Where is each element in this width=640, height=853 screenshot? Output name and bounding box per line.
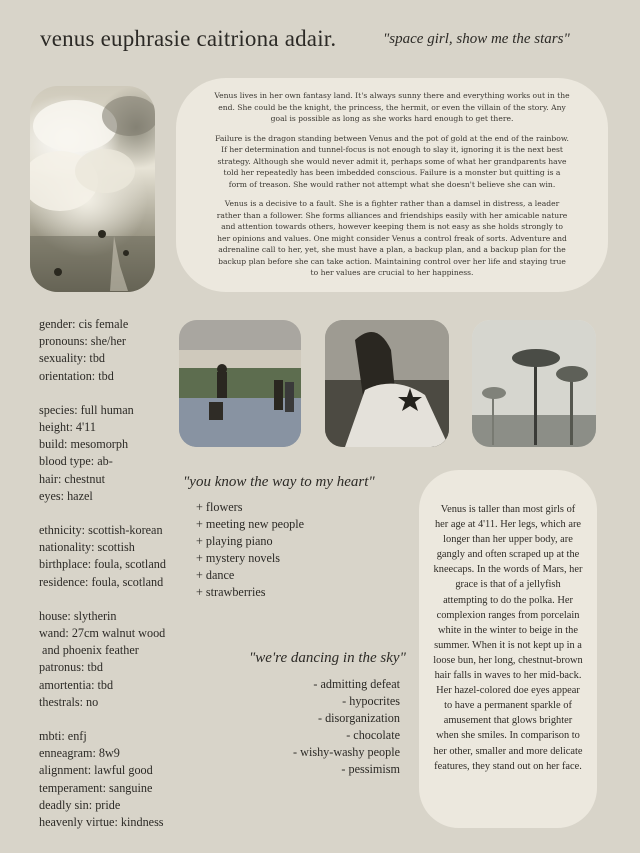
clouds-photo (30, 86, 155, 292)
list-item: - hypocrites (260, 693, 400, 710)
list-item: - pessimism (260, 761, 400, 778)
stat-line: pronouns: she/her (39, 334, 126, 349)
header-quote: "space girl, show me the stars" (383, 31, 570, 47)
stat-line: mbti: enfj (39, 729, 87, 744)
stat-line: eyes: hazel (39, 488, 93, 503)
bio-paragraph: Failure is the dragon standing between Venus and the pot of gold at the end of the rainbow. If her determination and tunnel-focus is not enough to slay it, ignoring it is the next best strategy. Although she would never admit it, perhaps some of what her grandparents have told her repeatedly has been imbedded conscious. Failure is a monster but quitting is a form of treason. She would rather not attempt what she doesn't believe she can win. (215, 133, 569, 189)
list-item: + dance (196, 567, 304, 584)
stat-line: hair: chestnut (39, 471, 105, 486)
stat-line: height: 4'11 (39, 420, 96, 435)
list-item: + mystery novels (196, 550, 304, 567)
dislikes-list (260, 676, 400, 779)
list-item: + meeting new people (196, 516, 304, 533)
stat-line: temperament: sanguine (39, 780, 153, 795)
stat-line: thestrals: no (39, 694, 99, 709)
list-item: + flowers (196, 499, 304, 516)
stat-line: wand: 27cm walnut wood (39, 626, 166, 641)
likes-quote: "you know the way to my heart" (183, 474, 375, 490)
stat-line: species: full human (39, 402, 134, 417)
stat-line: blood type: ab- (39, 454, 113, 469)
appearance-text: Venus is taller than most girls of her age at 4'11. Her legs, which are longer than her upper body, are gangly and often scraped up at the kneecaps. In the words of Mars, her grace is that of a jellyfish attempting to do the polka. Her complexion ranges from porcelain white in the winter to beige in the summer. When it is not kept up in a loose bun, her long, chestnut-brown hair falls in waves to her mid-back. Her hazel-colored doe eyes appear to have a permanent sparkle of amusement that glows brighter when she smiles. In comparison to her other, smaller and more delicate features, they stand out on her face. (433, 504, 583, 772)
bio-paragraph: Venus lives in her own fantasy land. It's always sunny there and everything works out in the end. She could be the knight, the princess, the hermit, or even the villain of the story. Any goal is possible as long as she works hard enough to get there. (214, 91, 570, 123)
stat-line: residence: foula, scotland (39, 574, 164, 589)
stat-line: deadly sin: pride (39, 797, 121, 812)
character-stats (39, 316, 166, 831)
stat-line: gender: cis female (39, 317, 129, 331)
stat-line: birthplace: foula, scotland (39, 557, 166, 572)
list-item: + strawberries (196, 584, 304, 601)
bio-paragraph: Venus is a decisive to a fault. She is a fighter rather than a damsel in distress, a leader rather than a follower. She forms alliances and friendships easily with her amicable nature and attention towards others, however keeping them is not easy as she holds strongly to her opinions and values. One might consider Venus a control freak of sorts. Adventure and adrenaline call to her, yet, she must have a plan, a backup plan, and a backup plan for the backup plan before she can take action. Maintaining control over her life and staying true to her values are crucial to her happiness. (216, 199, 568, 277)
stat-line: sexuality: tbd (39, 351, 106, 366)
stat-line: amortentia: tbd (39, 677, 114, 692)
stat-line: ethnicity: scottish-korean (39, 523, 163, 538)
girl-star-jacket-photo (325, 320, 449, 447)
friends-beach-photo (179, 320, 301, 447)
stat-line: alignment: lawful good (39, 763, 153, 778)
stat-line: house: slytherin (39, 608, 117, 623)
stat-line: heavenly virtue: kindness (39, 815, 164, 830)
list-item: - admitting defeat (260, 676, 400, 693)
list-item: + playing piano (196, 533, 304, 550)
stat-line: build: mesomorph (39, 437, 129, 452)
stat-line: enneagram: 8w9 (39, 746, 120, 761)
stat-line: nationality: scottish (39, 540, 135, 555)
bio-panel (176, 78, 608, 292)
foggy-trees-photo (472, 320, 596, 447)
list-item: - wishy-washy people (260, 744, 400, 761)
appearance-panel (419, 470, 597, 828)
list-item: - disorganization (260, 710, 400, 727)
character-name-title: venus euphrasie caitriona adair. (40, 26, 337, 51)
stat-line: patronus: tbd (39, 660, 103, 675)
stat-line: and phoenix feather (39, 643, 139, 658)
stat-line: orientation: tbd (39, 368, 114, 383)
list-item: - chocolate (260, 727, 400, 744)
dislikes-quote: "we're dancing in the sky" (249, 650, 406, 666)
likes-list (196, 499, 304, 602)
